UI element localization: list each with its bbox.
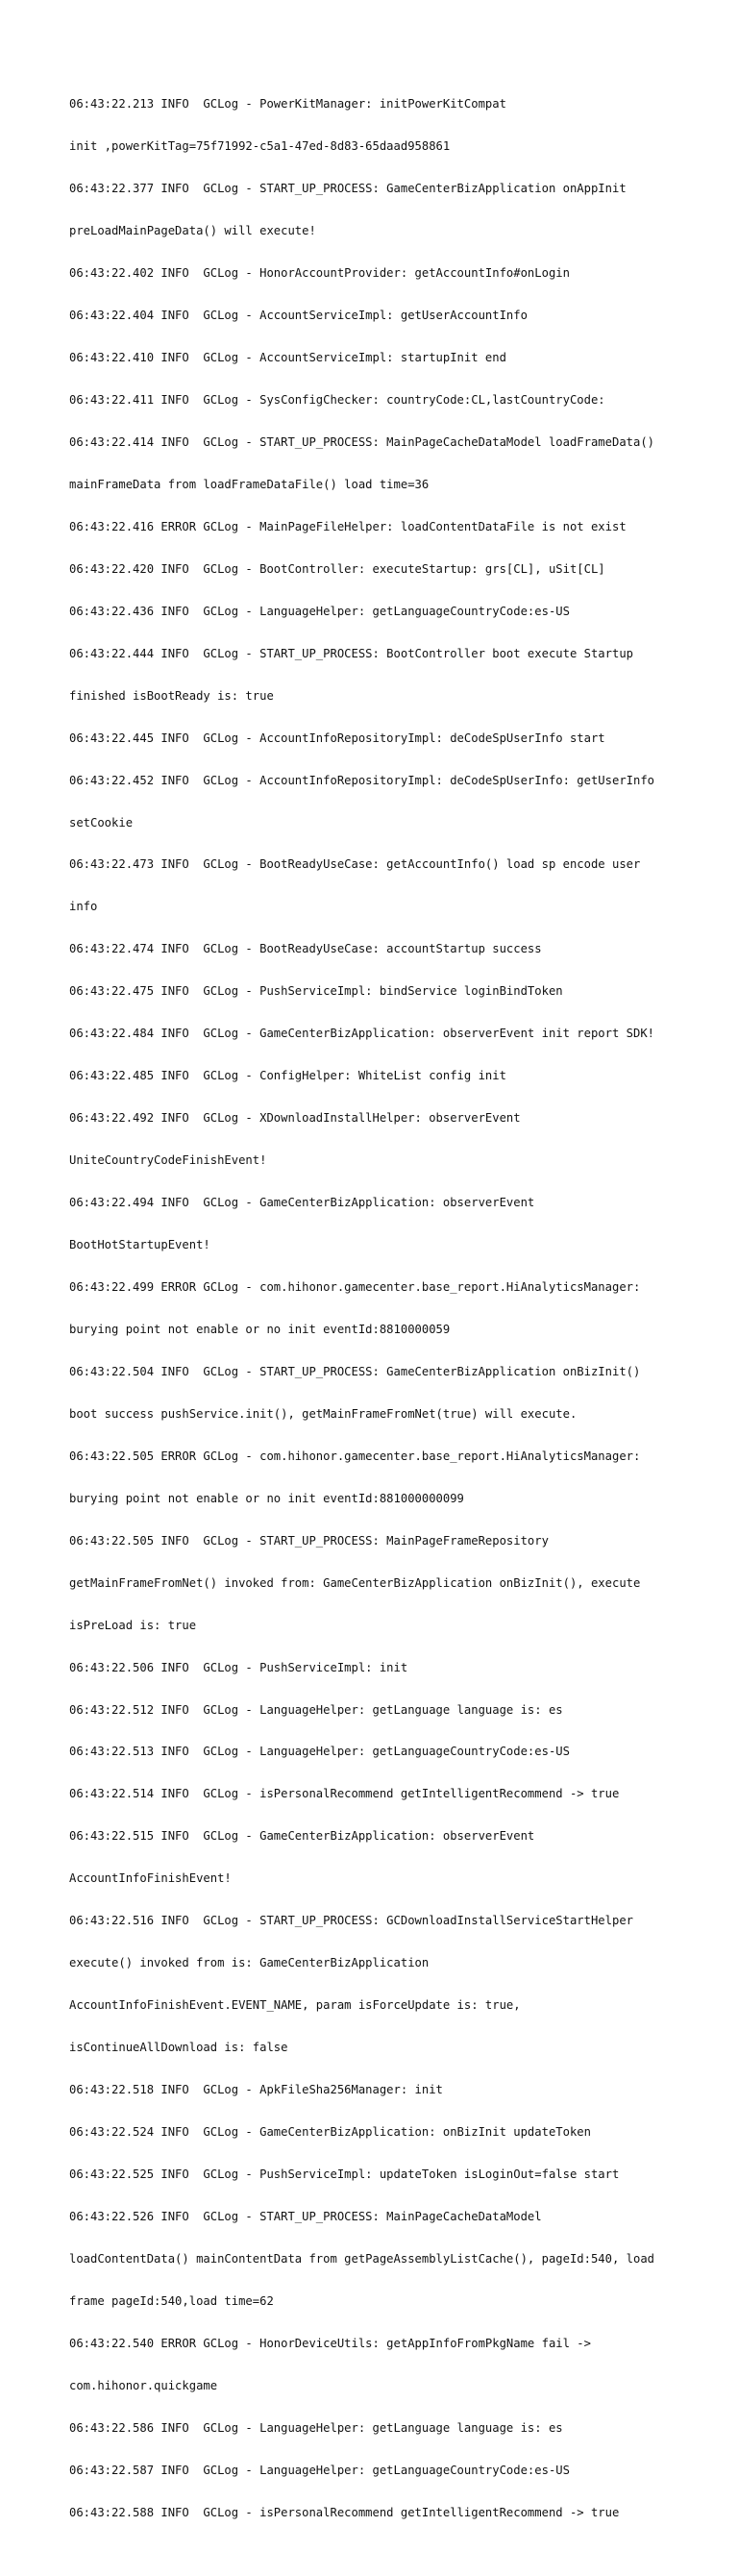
log-line: com.hihonor.quickgame: [69, 2378, 218, 2392]
log-line: 06:43:22.436 INFO GCLog - LanguageHelper: getLanguageCountryCode:es-US: [69, 604, 570, 618]
log-line: 06:43:22.485 INFO GCLog - ConfigHelper: WhiteList config init: [69, 1069, 506, 1083]
log-line: 06:43:22.524 INFO GCLog - GameCenterBizApplication: onBizInit updateToken: [69, 2125, 591, 2140]
log-line: AccountInfoFinishEvent!: [69, 1871, 232, 1886]
log-line: [69, 2548, 684, 2563]
log-line: 06:43:22.452 INFO GCLog - AccountInfoRepositoryImpl: deCodeSpUserInfo: getUserInfo: [69, 773, 655, 787]
log-line: 06:43:22.494 INFO GCLog - GameCenterBizApplication: observerEvent: [69, 1196, 535, 1210]
log-line: 06:43:22.515 INFO GCLog - GameCenterBizApplication: observerEvent: [69, 1829, 535, 1844]
log-line: 06:43:22.512 INFO GCLog - LanguageHelper: getLanguage language is: es: [69, 1702, 563, 1717]
log-line: frame pageId:540,load time=62: [69, 2293, 274, 2308]
log-line: init ,powerKitTag=75f71992-c5a1-47ed-8d83-65daad958861: [69, 139, 451, 154]
log-line: 06:43:22.513 INFO GCLog - LanguageHelper: getLanguageCountryCode:es-US: [69, 1745, 570, 1759]
log-line: 06:43:22.484 INFO GCLog - GameCenterBizApplication: observerEvent init report SDK!: [69, 1027, 655, 1041]
log-line: loadContentData() mainContentData from getPageAssemblyListCache(), pageId:540, load: [69, 2251, 655, 2266]
log-line: 06:43:22.410 INFO GCLog - AccountServiceImpl: startupInit end: [69, 351, 506, 365]
log-line: isPreLoad is: true: [69, 1618, 197, 1632]
log-line: 06:43:22.213 INFO GCLog - PowerKitManager: initPowerKitCompat: [69, 97, 506, 111]
log-line: 06:43:22.404 INFO GCLog - AccountServiceImpl: getUserAccountInfo: [69, 309, 528, 323]
log-line: 06:43:22.588 INFO GCLog - isPersonalRecommend getIntelligentRecommend -> true: [69, 2505, 620, 2519]
log-line: 06:43:22.505 ERROR GCLog - com.hihonor.gamecenter.base_report.HiAnalyticsManager:: [69, 1449, 641, 1463]
log-line: UniteCountryCodeFinishEvent!: [69, 1153, 267, 1168]
log-line: 06:43:22.586 INFO GCLog - LanguageHelper: getLanguage language is: es: [69, 2420, 563, 2435]
log-line: 06:43:22.526 INFO GCLog - START_UP_PROCESS: MainPageCacheDataModel: [69, 2209, 542, 2223]
log-line: 06:43:22.377 INFO GCLog - START_UP_PROCESS: GameCenterBizApplication onAppInit: [69, 182, 627, 196]
log-line: 06:43:22.587 INFO GCLog - LanguageHelper: getLanguageCountryCode:es-US: [69, 2463, 570, 2477]
log-line: isContinueAllDownload is: false: [69, 2041, 288, 2055]
log-line: 06:43:22.525 INFO GCLog - PushServiceImpl: updateToken isLoginOut=false start: [69, 2167, 620, 2182]
log-line: setCookie: [69, 815, 134, 830]
log-line: 06:43:22.514 INFO GCLog - isPersonalRecommend getIntelligentRecommend -> true: [69, 1787, 620, 1801]
log-line: 06:43:22.474 INFO GCLog - BootReadyUseCase: accountStartup success: [69, 942, 542, 956]
log-line: 06:43:22.414 INFO GCLog - START_UP_PROCESS: MainPageCacheDataModel loadFrameData(): [69, 434, 655, 449]
log-line: 06:43:22.504 INFO GCLog - START_UP_PROCESS: GameCenterBizApplication onBizInit(): [69, 1364, 641, 1378]
log-line: 06:43:22.402 INFO GCLog - HonorAccountProvider: getAccountInfo#onLogin: [69, 266, 570, 281]
log-line: 06:43:22.540 ERROR GCLog - HonorDeviceUtils: getAppInfoFromPkgName fail ->: [69, 2336, 591, 2350]
log-line: 06:43:22.475 INFO GCLog - PushServiceImpl: bindService loginBindToken: [69, 984, 563, 999]
log-line: 06:43:22.518 INFO GCLog - ApkFileSha256Manager: init: [69, 2083, 443, 2097]
log-line: boot success pushService.init(), getMainFrameFromNet(true) will execute.: [69, 1406, 578, 1421]
log-line: 06:43:22.506 INFO GCLog - PushServiceImpl: init: [69, 1660, 408, 1674]
log-line: 06:43:22.445 INFO GCLog - AccountInfoRepositoryImpl: deCodeSpUserInfo start: [69, 731, 605, 745]
log-line: 06:43:22.473 INFO GCLog - BootReadyUseCase: getAccountInfo() load sp encode user: [69, 857, 641, 872]
log-line: 06:43:22.492 INFO GCLog - XDownloadInstallHelper: observerEvent: [69, 1111, 521, 1126]
log-line: burying point not enable or no init eventId:881000000099: [69, 1491, 464, 1505]
log-line: execute() invoked from is: GameCenterBizApplication: [69, 1956, 430, 1970]
log-line: BootHotStartupEvent!: [69, 1238, 210, 1252]
log-line: mainFrameData from loadFrameDataFile() load time=36: [69, 477, 430, 491]
log-line: getMainFrameFromNet() invoked from: GameCenterBizApplication onBizInit(), execute: [69, 1575, 641, 1590]
log-line: 06:43:22.420 INFO GCLog - BootController: executeStartup: grs[CL], uSit[CL]: [69, 561, 605, 576]
log-line: info: [69, 900, 98, 914]
log-line: burying point not enable or no init eventId:8810000059: [69, 1322, 451, 1336]
log-line: 06:43:22.444 INFO GCLog - START_UP_PROCESS: BootController boot execute Startup: [69, 646, 633, 660]
log-document: [69, 69, 684, 2576]
log-line: 06:43:22.516 INFO GCLog - START_UP_PROCESS: GCDownloadInstallServiceStartHelper: [69, 1914, 633, 1928]
log-line: AccountInfoFinishEvent.EVENT_NAME, param isForceUpdate is: true,: [69, 1998, 521, 2013]
log-line: 06:43:22.499 ERROR GCLog - com.hihonor.gamecenter.base_report.HiAnalyticsManager:: [69, 1280, 641, 1294]
log-line: finished isBootReady is: true: [69, 688, 274, 703]
log-line: 06:43:22.505 INFO GCLog - START_UP_PROCESS: MainPageFrameRepository: [69, 1533, 549, 1548]
log-line: 06:43:22.416 ERROR GCLog - MainPageFileHelper: loadContentDataFile is not exist: [69, 519, 627, 533]
log-line: preLoadMainPageData() will execute!: [69, 224, 316, 238]
log-line: 06:43:22.411 INFO GCLog - SysConfigChecker: countryCode:CL,lastCountryCode:: [69, 392, 605, 407]
